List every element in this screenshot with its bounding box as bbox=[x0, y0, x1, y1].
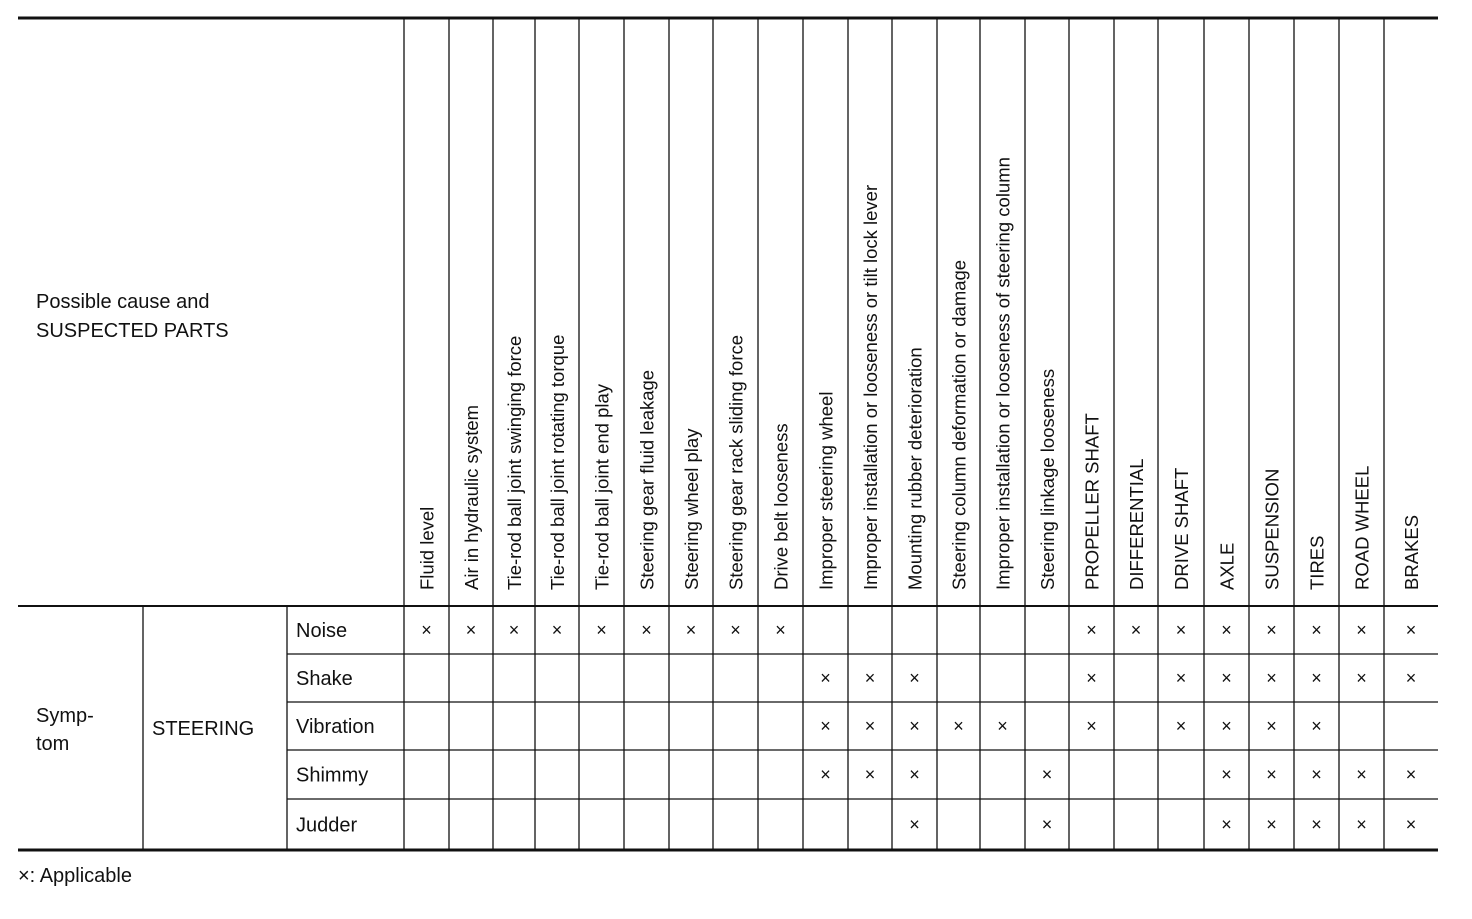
symptom-name: Vibration bbox=[296, 716, 375, 738]
applicable-mark: × bbox=[596, 620, 607, 640]
table-row bbox=[296, 765, 1416, 787]
column-header: ROAD WHEEL bbox=[1351, 465, 1373, 590]
applicable-mark: × bbox=[685, 620, 697, 640]
applicable-mark: × bbox=[1086, 620, 1097, 640]
applicable-mark: × bbox=[1266, 764, 1277, 785]
column-header: DRIVE SHAFT bbox=[1171, 467, 1192, 590]
applicable-mark: × bbox=[421, 620, 432, 640]
applicable-mark: × bbox=[1130, 620, 1142, 640]
applicable-mark: × bbox=[508, 620, 520, 640]
applicable-mark: × bbox=[641, 620, 652, 640]
column-header: Improper steering wheel bbox=[815, 391, 837, 590]
applicable-mark: × bbox=[1041, 814, 1053, 835]
applicable-mark: × bbox=[953, 716, 964, 736]
applicable-mark: × bbox=[1175, 716, 1187, 736]
applicable-mark: × bbox=[1221, 716, 1232, 736]
header-area bbox=[36, 291, 229, 342]
table-row bbox=[296, 815, 1416, 837]
column-header: BRAKES bbox=[1401, 514, 1422, 590]
applicable-mark: × bbox=[1266, 814, 1277, 835]
column-header: SUSPENSION bbox=[1261, 468, 1283, 590]
applicable-mark: × bbox=[1405, 620, 1417, 640]
applicable-mark: × bbox=[1311, 814, 1322, 835]
column-header: Tie-rod ball joint rotating torque bbox=[547, 334, 568, 590]
applicable-mark: × bbox=[1266, 716, 1277, 736]
applicable-mark: × bbox=[1266, 668, 1277, 688]
header-title-line2: SUSPECTED PARTS bbox=[36, 320, 229, 342]
applicable-mark: × bbox=[864, 668, 876, 688]
symptom-name: Shake bbox=[296, 668, 353, 690]
applicable-mark: × bbox=[1041, 764, 1053, 785]
column-header: AXLE bbox=[1216, 542, 1238, 590]
table-row bbox=[296, 716, 1322, 738]
applicable-mark: × bbox=[909, 814, 920, 835]
column-header: Improper installation or looseness or tilt lock lever bbox=[860, 184, 881, 590]
applicable-mark: × bbox=[909, 764, 920, 785]
table-row bbox=[296, 620, 1416, 642]
column-header: Improper installation or looseness of steering column bbox=[992, 157, 1014, 590]
applicable-mark: × bbox=[1086, 668, 1097, 688]
header-title-line1: Possible cause and bbox=[36, 291, 210, 313]
applicable-mark: × bbox=[1221, 668, 1232, 688]
symptom-label-line2: tom bbox=[36, 733, 70, 755]
applicable-mark: × bbox=[1266, 620, 1277, 640]
applicable-mark: × bbox=[1356, 764, 1367, 785]
applicable-mark: × bbox=[1175, 668, 1187, 688]
applicable-mark: × bbox=[1356, 620, 1367, 640]
column-header: Mounting rubber deterioration bbox=[904, 347, 926, 590]
applicable-mark: × bbox=[1221, 764, 1232, 785]
symptom-name: Judder bbox=[296, 814, 358, 837]
applicable-mark: × bbox=[1405, 764, 1417, 785]
column-header: Air in hydraulic system bbox=[461, 404, 482, 590]
applicable-mark: × bbox=[1086, 716, 1097, 736]
symptom-name: Shimmy bbox=[296, 764, 369, 787]
column-header: Steering wheel play bbox=[681, 428, 702, 590]
applicable-mark: × bbox=[864, 716, 876, 736]
applicable-mark: × bbox=[1356, 814, 1367, 835]
applicable-mark: × bbox=[1356, 668, 1367, 688]
applicable-mark: × bbox=[1311, 716, 1322, 736]
applicable-mark: × bbox=[820, 764, 831, 785]
applicable-mark: × bbox=[820, 716, 831, 736]
applicable-mark: × bbox=[551, 620, 563, 640]
rows-area bbox=[296, 620, 1416, 837]
applicable-mark: × bbox=[730, 620, 741, 640]
column-header: DIFFERENTIAL bbox=[1126, 458, 1147, 590]
applicable-mark: × bbox=[465, 620, 477, 640]
column-header: Steering column deformation or damage bbox=[948, 259, 970, 590]
column-header: Drive belt looseness bbox=[770, 423, 792, 590]
symptom-area bbox=[36, 705, 254, 755]
applicable-mark: × bbox=[1311, 764, 1322, 785]
legend-note: ×: Applicable bbox=[18, 865, 132, 887]
applicable-mark: × bbox=[1175, 620, 1187, 640]
column-headers bbox=[417, 157, 1423, 590]
column-header: Steering gear fluid leakage bbox=[636, 369, 658, 590]
applicable-mark: × bbox=[775, 620, 786, 640]
column-header: Steering linkage looseness bbox=[1037, 368, 1058, 590]
applicable-mark: × bbox=[1405, 668, 1417, 688]
symptom-label-line1: Symp- bbox=[36, 705, 94, 727]
applicable-mark: × bbox=[864, 764, 876, 785]
table-row bbox=[296, 668, 1416, 690]
applicable-mark: × bbox=[909, 668, 920, 688]
applicable-mark: × bbox=[1311, 620, 1322, 640]
applicable-mark: × bbox=[997, 716, 1008, 736]
symptom-name: Noise bbox=[296, 620, 348, 642]
symptom-category: STEERING bbox=[152, 718, 255, 740]
column-header: TIRES bbox=[1306, 535, 1328, 590]
column-header: Fluid level bbox=[416, 506, 438, 590]
applicable-mark: × bbox=[820, 668, 831, 688]
column-header: Tie-rod ball joint swinging force bbox=[504, 335, 525, 590]
applicable-mark: × bbox=[1221, 814, 1232, 835]
applicable-mark: × bbox=[909, 716, 920, 736]
applicable-mark: × bbox=[1221, 620, 1232, 640]
applicable-mark: × bbox=[1405, 814, 1417, 835]
applicable-mark: × bbox=[1311, 668, 1322, 688]
column-header: Tie-rod ball joint end play bbox=[591, 383, 613, 590]
column-header: Steering gear rack sliding force bbox=[725, 334, 747, 590]
column-header: PROPELLER SHAFT bbox=[1081, 413, 1103, 590]
